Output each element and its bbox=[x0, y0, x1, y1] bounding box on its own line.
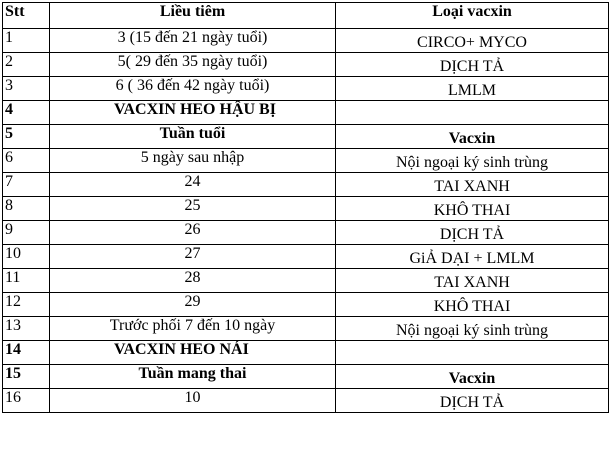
subheader-vaccine: Vacxin bbox=[336, 125, 609, 149]
row-stt: 8 bbox=[3, 197, 50, 221]
row-stt: 11 bbox=[3, 269, 50, 293]
row-stt: 6 bbox=[3, 149, 50, 173]
row-vaccine: DỊCH TẢ bbox=[336, 53, 609, 77]
row-stt: 1 bbox=[3, 29, 50, 53]
table-row bbox=[3, 29, 609, 53]
header-dose: Liều tiêm bbox=[50, 3, 336, 29]
row-dose: 6 ( 36 đến 42 ngày tuổi) bbox=[50, 77, 336, 101]
header-stt: Stt bbox=[3, 3, 50, 29]
table-row bbox=[3, 245, 609, 269]
row-dose: 3 (15 đến 21 ngày tuổi) bbox=[50, 29, 336, 53]
section-row-gilt bbox=[3, 101, 609, 125]
subheader-weeks: Tuần tuổi bbox=[50, 125, 336, 149]
row-stt: 4 bbox=[3, 101, 50, 125]
subheader-row bbox=[3, 125, 609, 149]
subheader-pregnancy-weeks: Tuần mang thai bbox=[50, 365, 336, 389]
row-vaccine: DỊCH TẢ bbox=[336, 389, 609, 413]
header-vaccine-type: Loại vacxin bbox=[336, 3, 609, 29]
row-dose: 25 bbox=[50, 197, 336, 221]
subheader-vaccine: Vacxin bbox=[336, 365, 609, 389]
row-vaccine: Nội ngoại ký sinh trùng bbox=[336, 317, 609, 341]
row-stt: 9 bbox=[3, 221, 50, 245]
section-row-sow bbox=[3, 341, 609, 365]
table-row bbox=[3, 53, 609, 77]
row-stt: 7 bbox=[3, 173, 50, 197]
table-row bbox=[3, 317, 609, 341]
row-dose: 5( 29 đến 35 ngày tuổi) bbox=[50, 53, 336, 77]
row-dose: 29 bbox=[50, 293, 336, 317]
row-vaccine: TAI XANH bbox=[336, 173, 609, 197]
row-vaccine bbox=[336, 341, 609, 365]
row-vaccine: CIRCO+ MYCO bbox=[336, 29, 609, 53]
row-stt: 2 bbox=[3, 53, 50, 77]
row-dose: 24 bbox=[50, 173, 336, 197]
table-row bbox=[3, 221, 609, 245]
row-dose: 10 bbox=[50, 389, 336, 413]
row-stt: 14 bbox=[3, 341, 50, 365]
section-title: VACXIN HEO NÁI bbox=[50, 341, 336, 365]
row-stt: 15 bbox=[3, 365, 50, 389]
row-vaccine: DỊCH TẢ bbox=[336, 221, 609, 245]
row-vaccine: KHÔ THAI bbox=[336, 197, 609, 221]
vaccination-schedule-table bbox=[2, 2, 609, 413]
table-row bbox=[3, 293, 609, 317]
row-vaccine: KHÔ THAI bbox=[336, 293, 609, 317]
row-stt: 10 bbox=[3, 245, 50, 269]
row-vaccine: Nội ngoại ký sinh trùng bbox=[336, 149, 609, 173]
row-dose: 28 bbox=[50, 269, 336, 293]
table-row bbox=[3, 389, 609, 413]
row-vaccine: LMLM bbox=[336, 77, 609, 101]
table-row bbox=[3, 149, 609, 173]
table-header-row bbox=[3, 3, 609, 29]
row-dose: Trước phối 7 đến 10 ngày bbox=[50, 317, 336, 341]
row-stt: 16 bbox=[3, 389, 50, 413]
row-vaccine: TAI XANH bbox=[336, 269, 609, 293]
section-title: VACXIN HEO HẬU BỊ bbox=[50, 101, 336, 125]
row-stt: 13 bbox=[3, 317, 50, 341]
table-row bbox=[3, 77, 609, 101]
row-dose: 26 bbox=[50, 221, 336, 245]
table-row bbox=[3, 173, 609, 197]
row-vaccine: GiẢ DẠI + LMLM bbox=[336, 245, 609, 269]
row-dose: 27 bbox=[50, 245, 336, 269]
row-stt: 3 bbox=[3, 77, 50, 101]
row-stt: 12 bbox=[3, 293, 50, 317]
subheader-row bbox=[3, 365, 609, 389]
row-stt: 5 bbox=[3, 125, 50, 149]
row-vaccine bbox=[336, 101, 609, 125]
table-row bbox=[3, 197, 609, 221]
row-dose: 5 ngày sau nhập bbox=[50, 149, 336, 173]
table-row bbox=[3, 269, 609, 293]
